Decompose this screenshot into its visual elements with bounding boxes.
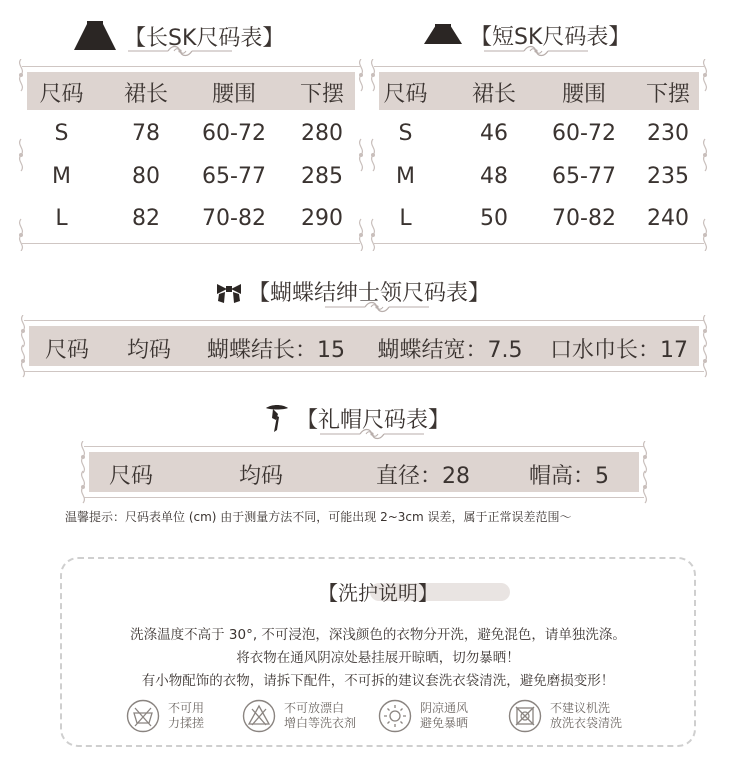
cell: 235 [647, 164, 689, 189]
cell: 均码 [126, 338, 171, 363]
cell: 帽高：5 [529, 464, 609, 489]
no-bleach-icon [242, 699, 276, 733]
frame-ornament [14, 59, 28, 251]
no-machine-wash-icon [508, 699, 542, 733]
cell: 60-72 [552, 121, 616, 146]
bow-collar-title: 【蝴蝶结绅士领尺码表】 [216, 276, 490, 307]
cell: 230 [647, 121, 689, 146]
care-instructions [60, 557, 696, 747]
cell: 65-77 [202, 164, 266, 189]
cell: 蝴蝶结宽：7.5 [377, 338, 523, 363]
long-skirt-icon [72, 20, 118, 52]
cell: 直径：28 [376, 464, 470, 489]
cell: 口水巾长：17 [550, 338, 688, 363]
cell: 290 [301, 206, 343, 231]
long-sk-flourish [128, 45, 232, 57]
header-waist: 腰围 [561, 82, 606, 107]
frame-ornament [76, 441, 90, 505]
cell: 蝴蝶结长：15 [207, 338, 345, 363]
cell: 尺码 [44, 338, 89, 363]
cell: L [55, 206, 68, 231]
bow-collar-icon [216, 280, 242, 304]
cell: 尺码 [108, 464, 153, 489]
care-item-shade-dry: 阴凉通风 避免暴晒 [378, 699, 468, 733]
frame-ornament [16, 315, 30, 379]
frame-ornament [698, 59, 712, 251]
header-hem: 下摆 [299, 82, 344, 107]
bow-collar-table [24, 320, 704, 372]
measurement-tip: 温馨提示：尺码表单位 (cm) 由于测量方法不同，可能出现 2~3cm 误差，属于正常误差范围～ [65, 510, 572, 524]
header-size: 尺码 [383, 82, 428, 107]
cell: 70-82 [552, 206, 616, 231]
long-sk-table [22, 66, 360, 244]
shade-dry-icon [378, 699, 412, 733]
cell: 均码 [238, 464, 283, 489]
cell: M [52, 164, 71, 189]
cell: 60-72 [202, 121, 266, 146]
cell: 280 [301, 121, 343, 146]
header-length: 裙长 [123, 82, 168, 107]
header-length: 裙长 [471, 82, 516, 107]
cell: 78 [132, 121, 160, 146]
bow-collar-flourish [325, 301, 429, 313]
care-item-no-bleach: 不可放漂白 增白等洗衣剂 [242, 699, 356, 733]
top-hat-icon [264, 404, 290, 434]
cell: 70-82 [202, 206, 266, 231]
cell: 82 [132, 206, 160, 231]
cell: 240 [647, 206, 689, 231]
cell: 285 [301, 164, 343, 189]
cell: M [396, 164, 415, 189]
cell: L [399, 206, 412, 231]
care-item-no-wring: 不可用 力揉搓 [126, 699, 204, 733]
cell: 65-77 [552, 164, 616, 189]
short-sk-table [374, 66, 704, 244]
frame-ornament [638, 441, 652, 505]
care-item-no-machine-wash: 不建议机洗 放洗衣袋清洗 [508, 699, 622, 733]
hat-title: 【礼帽尺码表】 [264, 403, 450, 434]
care-line: 有小物配饰的衣物，请拆下配件，不可拆的建议套洗衣袋清洗，避免磨损变形！ [141, 673, 615, 689]
cell: 80 [132, 164, 160, 189]
care-line: 洗涤温度不高于 30°, 不可浸泡，深浅颜色的衣物分开洗，避免混色，请单独洗涤。 [130, 627, 626, 643]
header-hem: 下摆 [645, 82, 690, 107]
header-waist: 腰围 [211, 82, 256, 107]
care-line: 将衣物在通风阴凉处悬挂展开晾晒，切勿暴晒！ [236, 650, 520, 666]
cell: S [54, 121, 69, 146]
frame-ornament [698, 315, 712, 379]
long-sk-title: 【长SK尺码表】 [72, 20, 284, 52]
cell: S [398, 121, 413, 146]
cell: 48 [480, 164, 508, 189]
hat-table [84, 446, 644, 498]
header-size: 尺码 [39, 82, 84, 107]
cell: 50 [480, 206, 508, 231]
hat-flourish [320, 428, 424, 440]
short-sk-title: 【短SK尺码表】 [422, 20, 630, 51]
short-sk-flourish [484, 45, 588, 57]
short-skirt-icon [422, 22, 464, 50]
care-title: 【洗护说明】 [62, 577, 694, 606]
no-wring-icon [126, 699, 160, 733]
cell: 46 [480, 121, 508, 146]
